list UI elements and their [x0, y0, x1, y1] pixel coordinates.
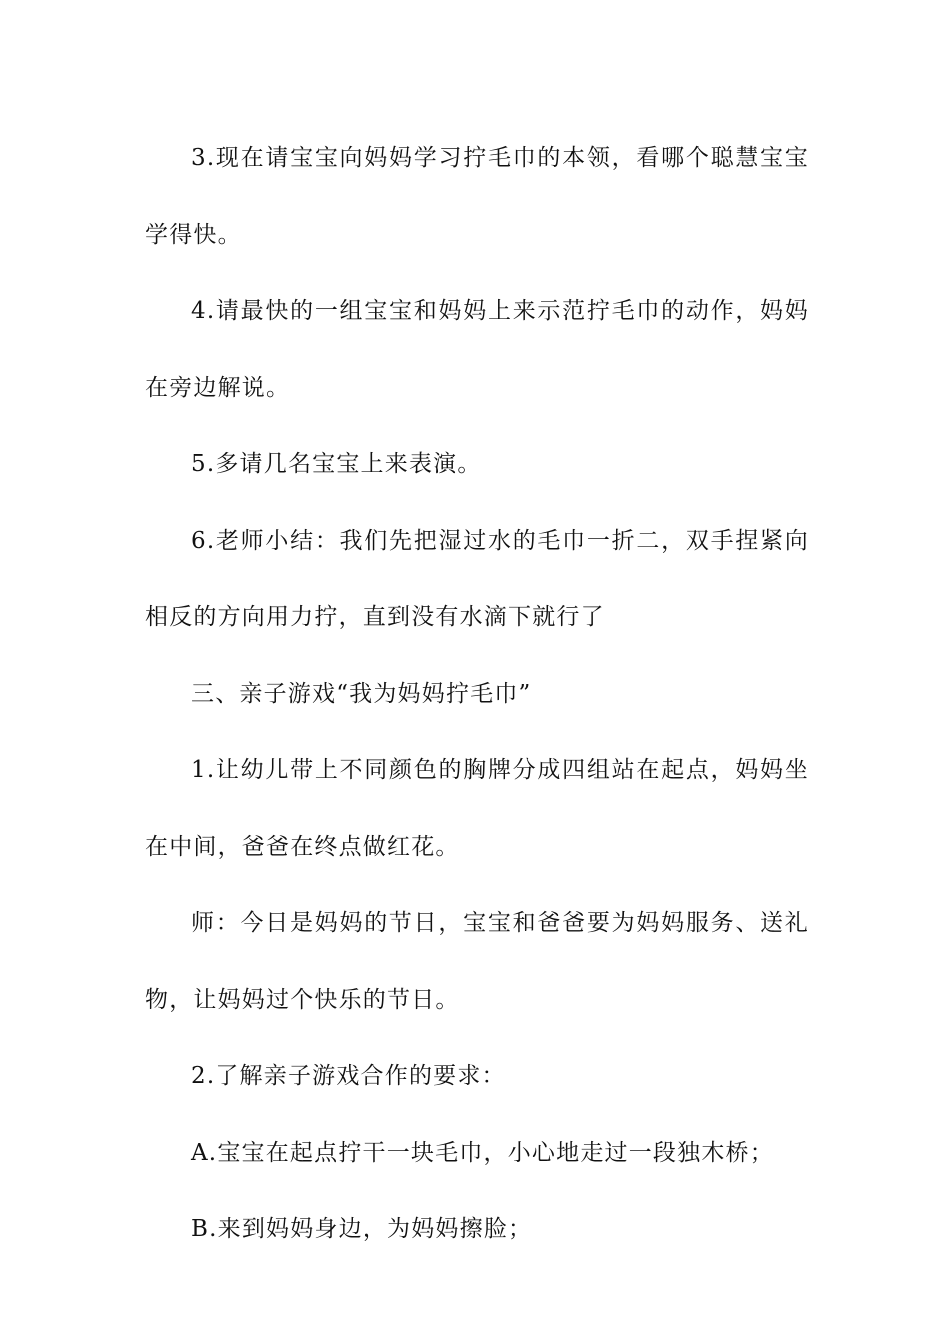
paragraph-requirement-b: B.来到妈妈身边，为妈妈擦脸；: [191, 1216, 533, 1242]
paragraph-step-3: 3.现在请宝宝向妈妈学习拧毛巾的本领，看哪个聪慧宝宝学得快。: [145, 145, 809, 248]
section-heading-parent-child-game: 三、亲子游戏“我为妈妈拧毛巾”: [191, 680, 532, 707]
paragraph-teacher-summary: 6.老师小结：我们先把湿过水的毛巾一折二，双手捏紧向相反的方向用力拧，直到没有水滴下就行了: [145, 527, 809, 630]
paragraph-game-step-1: 1.让幼儿带上不同颜色的胸牌分成四组站在起点，妈妈坐在中间，爸爸在终点做红花。: [145, 757, 809, 860]
document-body: [145, 120, 809, 1268]
paragraph-requirement-a: A.宝宝在起点拧干一块毛巾，小心地走过一段独木桥；: [191, 1139, 774, 1166]
paragraph-step-5: 5.多请几名宝宝上来表演。: [191, 451, 482, 477]
paragraph-teacher-speech: 师：今日是妈妈的节日，宝宝和爸爸要为妈妈服务、送礼物，让妈妈过个快乐的节日。: [145, 910, 809, 1013]
paragraph-game-step-2: 2.了解亲子游戏合作的要求：: [191, 1063, 506, 1089]
paragraph-step-4: 4.请最快的一组宝宝和妈妈上来示范拧毛巾的动作，妈妈在旁边解说。: [145, 298, 809, 401]
